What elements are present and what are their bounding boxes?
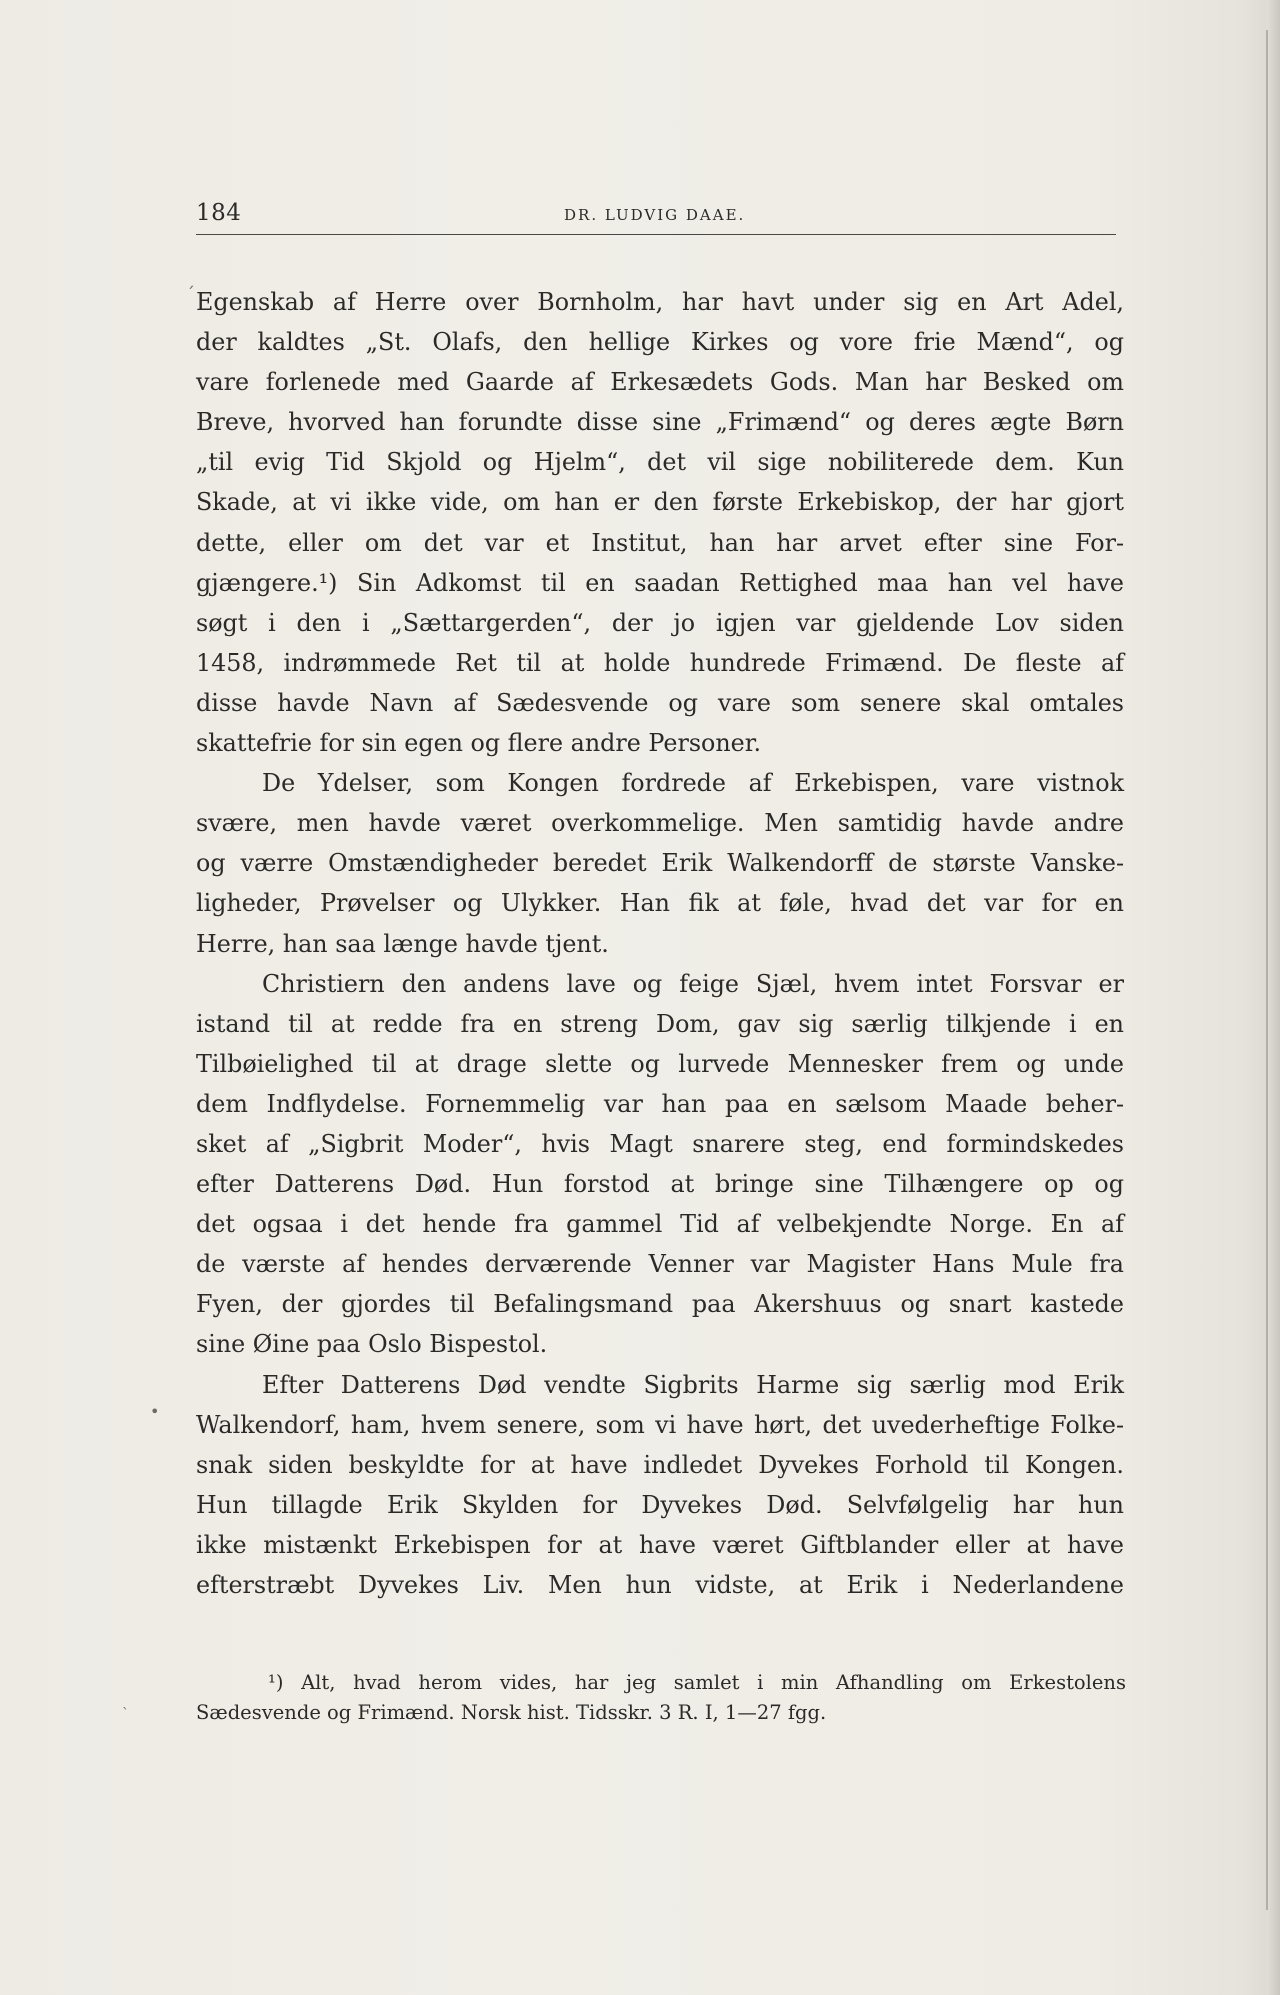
text-line: gjængere.¹) Sin Adkomst til en saadan Rettighed maa han vel have [196,568,1124,597]
text-line: dem Indflydelse. Fornemmelig var han paa en sælsom Maade beher- [196,1089,1124,1118]
footnote-line: Sædesvende og Frimænd. Norsk hist. Tidsskr. 3 R. I, 1—27 fgg. [196,1701,827,1724]
text-line: Walkendorf, ham, hvem senere, som vi have hørt, det uvederheftige Folke- [196,1410,1124,1439]
page-number: 184 [196,200,242,226]
text-line: de værste af hendes derværende Venner var Magister Hans Mule fra [196,1250,1124,1279]
paragraph-3 [196,964,1124,1365]
margin-dot: • [150,1402,160,1421]
text-line: Herre, han saa længe havde tjent. [196,929,609,958]
text-line: ligheder, Prøvelser og Ulykker. Han fik at føle, hvad det var for en [196,889,1124,918]
text-line: Efter Datterens Død vendte Sigbrits Harme sig særlig mod Erik [262,1370,1124,1399]
text-line: 1458, indrømmede Ret til at holde hundrede Frimænd. De fleste af [196,648,1124,677]
paragraph-1 [196,282,1124,763]
page-edge-shadow [1266,0,1280,1995]
text-line: „til evig Tid Skjold og Hjelm“, det vil sige nobiliterede dem. Kun [196,448,1124,477]
text-line: skattefrie for sin egen og flere andre Personer. [196,729,762,758]
paragraph-2 [196,763,1124,963]
speck-mark: ´ [186,284,195,305]
text-line: snak siden beskyldte for at have indledet Dyvekes Forhold til Kongen. [196,1450,1124,1479]
speck-mark: ` [122,1706,129,1722]
text-line: Skade, at vi ikke vide, om han er den første Erkebiskop, der har gjort [196,488,1124,517]
text-line: der kaldtes „St. Olafs, den hellige Kirkes og vore frie Mænd“, og [196,328,1124,357]
text-line: Christiern den andens lave og feige Sjæl, hvem intet Forsvar er [262,969,1124,998]
footnote-line: ¹) Alt, hvad herom vides, har jeg samlet i min Afhandling om Erkestolens [268,1671,1126,1694]
binding-edge-line [1266,30,1268,1910]
text-line: Tilbøielighed til at drage slette og lurvede Mennesker frem og unde [196,1049,1124,1078]
text-line: dette, eller om det var et Institut, han har arvet efter sine For- [196,528,1124,557]
text-line: disse havde Navn af Sædesvende og vare som senere skal omtales [196,688,1124,717]
footnote [196,1668,1126,1728]
text-line: Hun tillagde Erik Skylden for Dyvekes Død. Selvfølgelig har hun [196,1490,1124,1519]
text-line: istand til at redde fra en streng Dom, gav sig særlig tilkjende i en [196,1009,1124,1038]
body-text [196,282,1124,1605]
text-line: svære, men havde været overkommelige. Men samtidig havde andre [196,809,1124,838]
text-line: Breve, hvorved han forundte disse sine „Frimænd“ og deres ægte Børn [196,408,1124,437]
running-head: DR. LUDVIG DAAE. [564,206,746,224]
page-header [196,198,1116,235]
text-line: Egenskab af Herre over Bornholm, har havt under sig en Art Adel, [196,288,1124,316]
text-line: søgt i den i „Sættargerden“, der jo igjen var gjeldende Lov siden [196,608,1124,637]
text-line: sine Øine paa Oslo Bispestol. [196,1330,548,1359]
text-line: og værre Omstændigheder beredet Erik Walkendorff de største Vanske- [196,849,1124,878]
text-line: De Ydelser, som Kongen fordrede af Erkebispen, vare vistnok [262,769,1124,798]
text-line: ikke mistænkt Erkebispen for at have været Giftblander eller at have [196,1530,1124,1559]
text-line: efter Datterens Død. Hun forstod at bringe sine Tilhængere op og [196,1170,1124,1199]
text-line: sket af „Sigbrit Moder“, hvis Magt snarere steg, end formindskedes [196,1129,1124,1158]
text-line: efterstræbt Dyvekes Liv. Men hun vidste, at Erik i Nederlandene [196,1571,1124,1599]
paragraph-4 [196,1365,1124,1606]
text-line: Fyen, der gjordes til Befalingsmand paa Akershuus og snart kastede [196,1290,1124,1319]
text-line: vare forlenede med Gaarde af Erkesædets Gods. Man har Besked om [196,368,1124,397]
text-line: det ogsaa i det hende fra gammel Tid af velbekjendte Norge. En af [196,1210,1124,1239]
